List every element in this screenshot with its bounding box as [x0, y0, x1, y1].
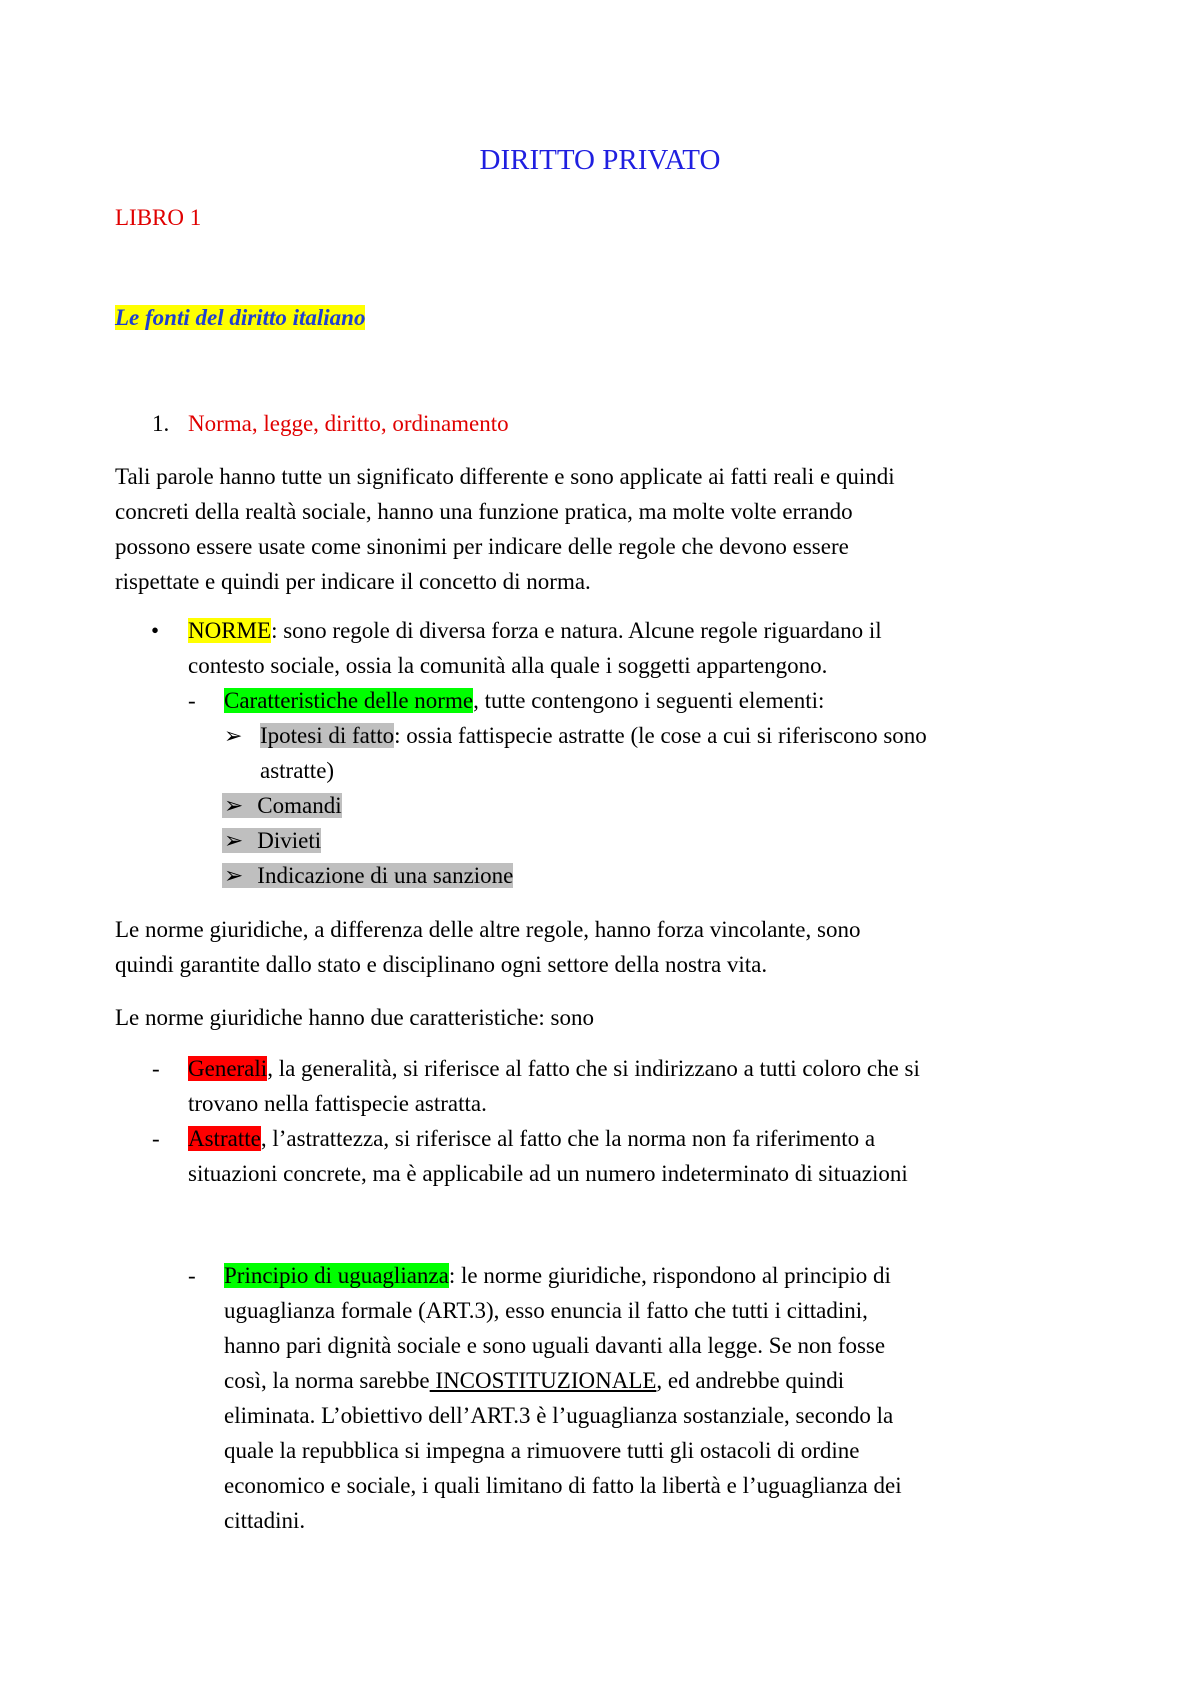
dash-marker: - — [152, 1056, 160, 1081]
comandi-item — [222, 792, 342, 820]
section-title — [115, 304, 365, 332]
principio-line-3: hanno pari dignità sociale e sono uguali davanti alla legge. Se non fosse — [224, 1333, 886, 1358]
book-label: LIBRO 1 — [115, 205, 202, 230]
principio-line-7: economico e sociale, i quali limitano di fatto la libertà e l’uguaglianza dei — [224, 1473, 902, 1498]
arrow-bullet-icon: ➢ — [224, 723, 243, 748]
ipotesi-rest: : ossia fattispecie astratte (le cose a cui si riferiscono sono — [394, 723, 927, 748]
principio-line-4 — [224, 1367, 844, 1395]
intro-line-1: Tali parole hanno tutte un significato differente e sono applicate ai fatti reali e quindi — [115, 464, 895, 489]
principio-line-4-post: , ed andrebbe quindi — [656, 1368, 845, 1393]
astratte-term: Astratte — [188, 1126, 261, 1151]
arrow-bullet-icon: ➢ — [224, 793, 244, 818]
norme-rest: : sono regole di diversa forza e natura. Alcune regole riguardano il — [271, 618, 882, 643]
ipotesi-term: Ipotesi di fatto — [260, 723, 395, 748]
principio-line-4-pre: così, la norma sarebbe — [224, 1368, 430, 1393]
sanzione-item — [222, 862, 513, 890]
principio-rest: : le norme giuridiche, rispondono al principio di — [448, 1263, 891, 1288]
incostituzionale-term: INCOSTITUZIONALE — [429, 1368, 657, 1393]
dash-marker: - — [152, 1126, 160, 1151]
dash-marker: - — [188, 688, 196, 713]
intro-line-4: rispettate e quindi per indicare il concetto di norma. — [115, 569, 591, 594]
ipotesi-line-1 — [260, 722, 927, 750]
astratte-line-2: situazioni concrete, ma è applicabile ad un numero indeterminato di situazioni — [188, 1161, 908, 1186]
sanzione-text: Indicazione di una sanzione — [245, 863, 513, 888]
para2-line-2: quindi garantite dallo stato e disciplinano ogni settore della nostra vita. — [115, 952, 768, 977]
principio-line-6: quale la repubblica si impegna a rimuovere tutti gli ostacoli di ordine — [224, 1438, 860, 1463]
generali-line-2: trovano nella fattispecie astratta. — [188, 1091, 487, 1116]
heading-1 — [152, 410, 509, 438]
astratte-rest: , l’astrattezza, si riferisce al fatto che la norma non fa riferimento a — [260, 1126, 876, 1151]
heading-text: Norma, legge, diritto, ordinamento — [188, 411, 509, 436]
principio-line-5: eliminata. L’obiettivo dell’ART.3 è l’uguaglianza sostanziale, secondo la — [224, 1403, 894, 1428]
generali-line-1 — [188, 1055, 920, 1083]
generali-rest: , la generalità, si riferisce al fatto che si indirizzano a tutti coloro che si — [267, 1056, 920, 1081]
caratteristiche-term: Caratteristiche delle norme — [224, 688, 474, 713]
ipotesi-line-2: astratte) — [260, 758, 335, 783]
generali-term: Generali — [188, 1056, 268, 1081]
bullet-icon: • — [151, 618, 160, 643]
section-title-text: Le fonti del diritto italiano — [115, 305, 366, 330]
para3-line: Le norme giuridiche hanno due caratteristiche: sono — [115, 1005, 594, 1030]
dash-marker: - — [188, 1263, 196, 1288]
divieti-item — [222, 827, 321, 855]
norme-line-1 — [188, 617, 882, 645]
astratte-line-1 — [188, 1125, 875, 1153]
caratteristiche-rest: , tutte contengono i seguenti elementi: — [473, 688, 825, 713]
arrow-bullet-icon: ➢ — [224, 828, 244, 853]
divieti-text: Divieti — [245, 828, 321, 853]
para2-line-1: Le norme giuridiche, a differenza delle altre regole, hanno forza vincolante, sono — [115, 917, 861, 942]
principio-line-8: cittadini. — [224, 1508, 306, 1533]
norme-term: NORME — [188, 618, 272, 643]
norme-line-2: contesto sociale, ossia la comunità alla quale i soggetti appartengono. — [188, 653, 828, 678]
arrow-bullet-icon: ➢ — [224, 863, 244, 888]
heading-number: 1. — [152, 411, 170, 436]
principio-line-2: uguaglianza formale (ART.3), esso enuncia il fatto che tutti i cittadini, — [224, 1298, 868, 1323]
principio-term: Principio di uguaglianza — [224, 1263, 449, 1288]
comandi-text: Comandi — [245, 793, 341, 818]
caratteristiche-line — [224, 687, 824, 715]
document-title: DIRITTO PRIVATO — [479, 144, 721, 176]
principio-line-1 — [224, 1262, 891, 1290]
intro-line-3: possono essere usate come sinonimi per indicare delle regole che devono essere — [115, 534, 849, 559]
intro-line-2: concreti della realtà sociale, hanno una funzione pratica, ma molte volte errando — [115, 499, 853, 524]
